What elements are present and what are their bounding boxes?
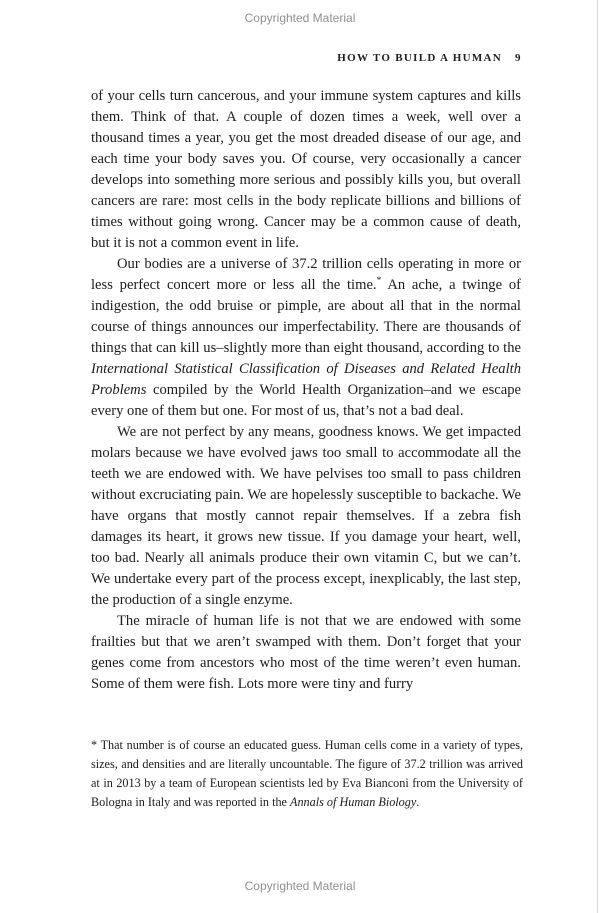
text-segment: of your cells turn cancerous, and your immune system captures and kills them. Think of that. A couple of dozen times a week, well over a thousand times a year, you get the most dreaded disease of our age, and each time your body saves you. Of course, very occasionally a cancer develops into something more serious and possibly kills you, but overall cancers are rare: most cells in the body replicate billions and billions of times without going wrong. Cancer may be a common cause of death, but it is not a common event in life. bbox=[91, 88, 521, 251]
text-segment: . bbox=[416, 795, 420, 809]
text-segment: Annals of Human Biology bbox=[290, 795, 417, 809]
body-paragraph bbox=[91, 422, 521, 611]
body-paragraph bbox=[91, 86, 521, 254]
text-segment: An ache, a twinge of indigestion, the odd bruise or pimple, are about all that in the normal course of things announces our imperfectability. There are thousands of things that can kill us–slightly more than eight thousand, according to the bbox=[91, 277, 521, 356]
body-paragraph bbox=[91, 254, 521, 422]
copyright-notice-top: Copyrighted Material bbox=[244, 11, 356, 25]
text-segment: Our bodies are a universe of 37.2 trillion cells operating in more or less perfect concert more or less all the time. bbox=[91, 256, 521, 293]
body-paragraph bbox=[91, 611, 521, 695]
text-segment: We are not perfect by any means, goodness knows. We get impacted molars because we have evolved jaws too small to accommodate all the teeth we are endowed with. We have pelvises too small to pass children without excruciating pain. We are hopelessly susceptible to backache. We have organs that mostly cannot repair themselves. If a zebra fish damages its heart, it grows new tissue. If you damage your heart, well, too bad. Nearly all animals produce their own vitamin C, but we can’t. We undertake every part of the process except, inexplicably, the last step, the production of a single enzyme. bbox=[91, 424, 521, 608]
body-text bbox=[91, 86, 521, 695]
footnote bbox=[91, 736, 523, 812]
text-segment: compiled by the World Health Organization–and we escape every one of them but one. For most of us, that’s not a bad deal. bbox=[91, 382, 521, 419]
text-segment: The miracle of human life is not that we are endowed with some frailties but that we aren’t swamped with them. Don’t forget that your genes come from ancestors who most of the time weren’t even human. Some of them were fish. Lots more were tiny and furry bbox=[91, 613, 521, 692]
running-header bbox=[91, 52, 521, 64]
running-title: HOW TO BUILD A HUMAN bbox=[337, 52, 502, 64]
page-number: 9 bbox=[515, 52, 521, 64]
text-segment: International Statistical Classification of Diseases and Related Health Problems bbox=[91, 361, 521, 398]
text-segment: * That number is of course an educated guess. Human cells come in a variety of types, sizes, and densities and are literally uncountable. The figure of 37.2 trillion was arrived at in 2013 by a team of European scientists led by Eva Bianconi from the University of Bologna in Italy and was reported in the bbox=[91, 738, 523, 809]
page-edge-line bbox=[597, 0, 598, 913]
copyright-notice-bottom: Copyrighted Material bbox=[244, 879, 356, 893]
footnote-marker: * bbox=[376, 276, 382, 287]
